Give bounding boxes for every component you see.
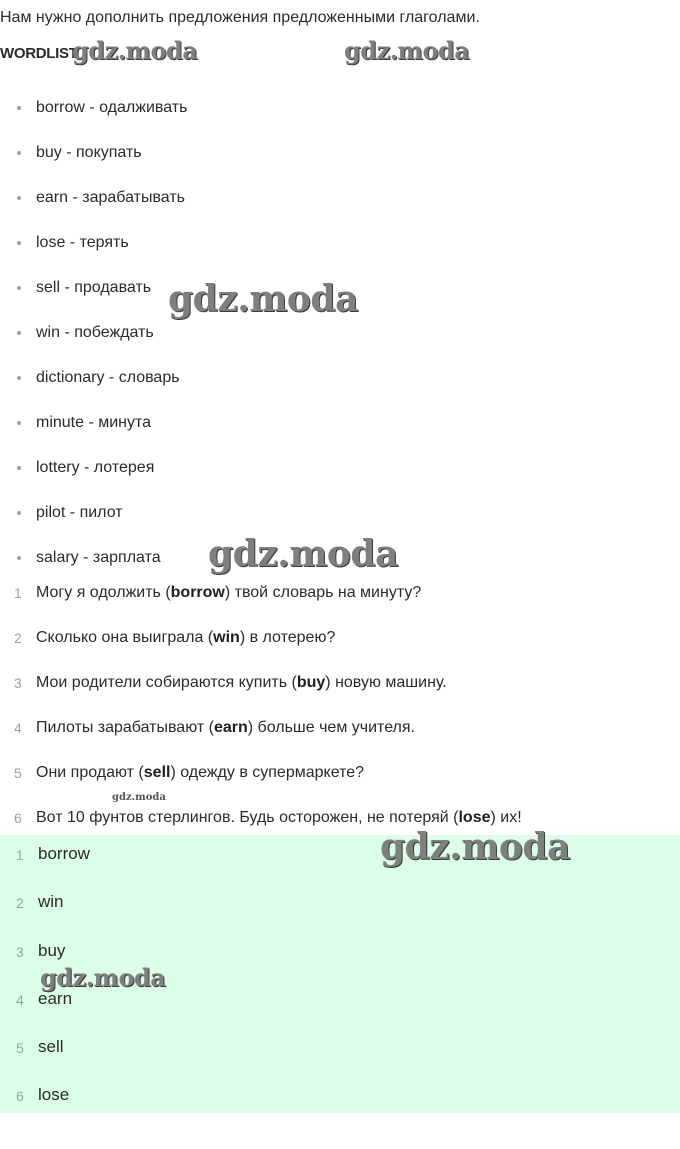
- answer-text: win: [38, 892, 64, 912]
- wordlist-item-text: win - побеждать: [36, 324, 154, 341]
- watermark: gdz.moda: [168, 278, 358, 320]
- sentence-number: 6: [14, 810, 22, 826]
- wordlist-item: [0, 232, 680, 277]
- sentence-text-before: Мои родители собираются купить (: [36, 674, 297, 691]
- watermark: gdz.moda: [344, 36, 470, 65]
- answer-number: 5: [16, 1040, 24, 1057]
- watermark: gdz.moda: [380, 826, 570, 868]
- wordlist-item: [0, 412, 680, 457]
- sentence-item: [0, 582, 680, 627]
- bullet-icon: [17, 196, 21, 200]
- bullet-icon: [17, 511, 21, 515]
- bullet-icon: [17, 376, 21, 380]
- sentence-text-after: ) больше чем учителя.: [247, 719, 415, 736]
- watermark: gdz.moda: [112, 792, 166, 803]
- bullet-icon: [17, 331, 21, 335]
- sentence-answer-word: win: [213, 629, 240, 646]
- wordlist-item-text: dictionary - словарь: [36, 369, 180, 386]
- wordlist-item: [0, 97, 680, 142]
- sentence-text-after: ) новую машину.: [325, 674, 447, 691]
- wordlist-item-text: sell - продавать: [36, 279, 152, 296]
- wordlist-item-text: salary - зарплата: [36, 549, 161, 566]
- sentence-text-after: ) в лотерею?: [239, 629, 336, 646]
- sentence-item: [0, 717, 680, 762]
- bullet-icon: [17, 106, 21, 110]
- wordlist-item-text: buy - покупать: [36, 144, 142, 161]
- sentence-number: 4: [14, 720, 22, 736]
- wordlist-item: [0, 457, 680, 502]
- sentence-answer-word: earn: [213, 719, 248, 736]
- answer-item: [0, 1036, 680, 1084]
- bullet-icon: [17, 151, 21, 155]
- exercise-sentences: [0, 582, 680, 852]
- wordlist-item: [0, 367, 680, 412]
- sentence-item: [0, 627, 680, 672]
- sentence-text-before: Пилоты зарабатывают (: [36, 719, 214, 736]
- wordlist-item: [0, 142, 680, 187]
- bullet-icon: [17, 556, 21, 560]
- sentence-item: [0, 762, 680, 807]
- wordlist-item-text: borrow - одалживать: [36, 99, 188, 116]
- bullet-icon: [17, 466, 21, 470]
- sentence-text-before: Могу я одолжить (: [36, 584, 171, 601]
- answer-text: sell: [38, 1037, 64, 1057]
- task-instruction: Нам нужно дополнить предложения предложенными глаголами.: [0, 9, 480, 26]
- sentence-number: 2: [14, 630, 22, 646]
- answer-item: [0, 843, 680, 891]
- answer-number: 1: [16, 847, 24, 863]
- answer-item: [0, 988, 680, 1036]
- answer-number: 4: [16, 991, 24, 1008]
- answer-number: 3: [16, 943, 24, 960]
- watermark: gdz.moda: [208, 533, 398, 575]
- sentence-text-before: Они продают (: [36, 764, 144, 781]
- watermark: gdz.moda: [72, 36, 198, 65]
- answer-text: lose: [38, 1085, 70, 1105]
- bullet-icon: [17, 241, 21, 245]
- wordlist-item-text: earn - зарабатывать: [36, 189, 185, 206]
- wordlist-heading: WORDLIST: [0, 45, 78, 62]
- wordlist-item: [0, 322, 680, 367]
- sentence-text-before: Сколько она выиграла (: [36, 629, 214, 646]
- answer-text: earn: [38, 988, 73, 1008]
- wordlist-item-text: minute - минута: [36, 414, 152, 431]
- sentence-answer-word: borrow: [170, 584, 225, 601]
- sentence-item: [0, 672, 680, 717]
- sentence-text-before: Вот 10 фунтов стерлингов. Будь осторожен, не потеряй (: [36, 809, 459, 826]
- answer-number: 6: [16, 1088, 24, 1105]
- sentence-number: 5: [14, 765, 22, 781]
- sentence-answer-word: lose: [458, 809, 491, 826]
- wordlist: [0, 97, 680, 592]
- sentence-number: 1: [14, 585, 22, 601]
- answer-text: borrow: [38, 844, 90, 863]
- sentence-text-after: ) одежду в супермаркете?: [170, 764, 365, 781]
- wordlist-item: [0, 187, 680, 232]
- watermark: gdz.moda: [40, 963, 166, 992]
- sentence-text-after: ) их!: [490, 809, 522, 826]
- wordlist-item-text: pilot - пилот: [36, 504, 123, 521]
- bullet-icon: [17, 286, 21, 290]
- sentence-text-after: ) твой словарь на минуту?: [224, 584, 422, 601]
- answer-item: [0, 891, 680, 939]
- sentence-answer-word: buy: [296, 674, 326, 691]
- answer-item: [0, 1084, 680, 1132]
- bullet-icon: [17, 421, 21, 425]
- wordlist-item-text: lottery - лотерея: [36, 459, 155, 476]
- sentence-answer-word: sell: [143, 764, 171, 781]
- answer-number: 2: [16, 895, 24, 912]
- wordlist-item-text: lose - терять: [36, 234, 129, 251]
- sentence-number: 3: [14, 675, 22, 691]
- answer-text: buy: [38, 940, 66, 960]
